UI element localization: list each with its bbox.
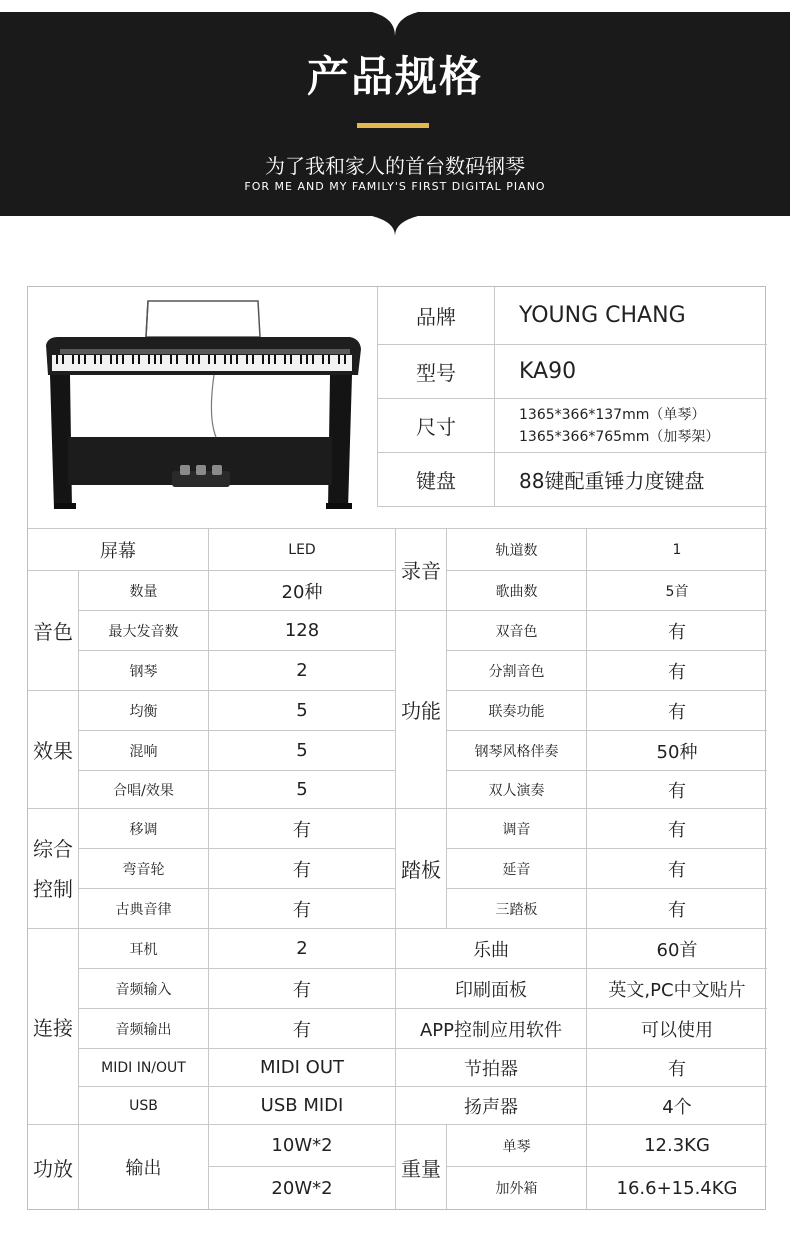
- polyphony-value: 128: [209, 611, 396, 651]
- temperament-value: 有: [209, 889, 396, 929]
- model-label: 型号: [377, 345, 495, 399]
- function-label: 功能: [396, 611, 447, 809]
- timbre-label: 音色: [28, 571, 79, 691]
- size-value: [495, 399, 767, 453]
- eq-label: 均衡: [79, 691, 209, 731]
- headphone-label: 耳机: [79, 929, 209, 969]
- record-tracks-value: 1: [587, 529, 767, 571]
- keyboard-label: 键盘: [377, 453, 495, 507]
- duet-label: 双人演奏: [447, 771, 587, 809]
- headphone-value: 2: [209, 929, 396, 969]
- brand-label: 品牌: [377, 287, 495, 345]
- size-label: 尺寸: [377, 399, 495, 453]
- brand-value: YOUNG CHANG: [495, 287, 767, 345]
- amp-output-label: 输出: [79, 1125, 209, 1209]
- pitch-bend-label: 弯音轮: [79, 849, 209, 889]
- sustain-value: 有: [587, 849, 767, 889]
- reverb-label: 混响: [79, 731, 209, 771]
- spec-table: [27, 286, 766, 1210]
- piano-timbre-label: 钢琴: [79, 651, 209, 691]
- amp-output-value-2: 20W*2: [209, 1167, 396, 1209]
- piano-timbre-value: 2: [209, 651, 396, 691]
- accent-divider: [357, 123, 429, 128]
- product-image: [28, 287, 377, 527]
- record-tracks-label: 轨道数: [447, 529, 587, 571]
- control-label-line-1: 综合: [33, 836, 73, 861]
- audio-in-value: 有: [209, 969, 396, 1009]
- duet-value: 有: [587, 771, 767, 809]
- size-value-line-2: 1365*366*765mm（加琴架）: [519, 428, 720, 445]
- amp-output-value-1: 10W*2: [209, 1125, 396, 1167]
- eq-value: 5: [209, 691, 396, 731]
- transpose-value: 有: [209, 809, 396, 849]
- screen-value: LED: [209, 529, 396, 571]
- audio-out-value: 有: [209, 1009, 396, 1049]
- page-subtitle-en: FOR ME AND MY FAMILY'S FIRST DIGITAL PIANO: [244, 180, 546, 193]
- record-songs-label: 歌曲数: [447, 571, 587, 611]
- banner-background: [0, 0, 790, 236]
- chorus-label: 合唱/效果: [79, 771, 209, 809]
- audio-in-label: 音频输入: [79, 969, 209, 1009]
- midi-label: MIDI IN/OUT: [79, 1049, 209, 1087]
- three-pedal-value: 有: [587, 889, 767, 929]
- songs-value: 60首: [587, 929, 767, 969]
- record-label: 录音: [396, 529, 447, 611]
- metronome-label: 节拍器: [396, 1049, 587, 1087]
- control-label: [28, 809, 79, 929]
- effect-label: 效果: [28, 691, 79, 809]
- split-voice-value: 有: [587, 651, 767, 691]
- amp-label: 功放: [28, 1125, 79, 1209]
- weight-single-label: 单琴: [447, 1125, 587, 1167]
- polyphony-label: 最大发音数: [79, 611, 209, 651]
- pedal-label: 踏板: [396, 809, 447, 929]
- speaker-value: 4个: [587, 1087, 767, 1125]
- screen-label: 屏幕: [28, 529, 209, 571]
- page-subtitle: 为了我和家人的首台数码钢琴: [265, 154, 525, 178]
- piano-style-value: 50种: [587, 731, 767, 771]
- usb-label: USB: [79, 1087, 209, 1125]
- piano-style-label: 钢琴风格伴奏: [447, 731, 587, 771]
- timbre-count-label: 数量: [79, 571, 209, 611]
- model-value: KA90: [495, 345, 767, 399]
- audio-out-label: 音频输出: [79, 1009, 209, 1049]
- split-voice-label: 分割音色: [447, 651, 587, 691]
- chorus-value: 5: [209, 771, 396, 809]
- weight-single-value: 12.3KG: [587, 1125, 767, 1167]
- keyboard-value: 88键配重锤力度键盘: [495, 453, 767, 507]
- control-label-line-2: 控制: [33, 876, 73, 901]
- spacer-row: [28, 507, 767, 529]
- size-value-line-1: 1365*366*137mm（单琴）: [519, 406, 706, 423]
- reverb-value: 5: [209, 731, 396, 771]
- soft-pedal-label: 调音: [447, 809, 587, 849]
- digital-piano-icon: [28, 287, 377, 527]
- page-title: 产品规格: [306, 52, 483, 101]
- temperament-label: 古典音律: [79, 889, 209, 929]
- metronome-value: 有: [587, 1049, 767, 1087]
- transpose-label: 移调: [79, 809, 209, 849]
- soft-pedal-value: 有: [587, 809, 767, 849]
- app-value: 可以使用: [587, 1009, 767, 1049]
- speaker-label: 扬声器: [396, 1087, 587, 1125]
- dual-voice-label: 双音色: [447, 611, 587, 651]
- weight-label: 重量: [396, 1125, 447, 1209]
- three-pedal-label: 三踏板: [447, 889, 587, 929]
- panel-value: 英文,PC中文贴片: [587, 969, 767, 1009]
- app-label: APP控制应用软件: [396, 1009, 587, 1049]
- usb-value: USB MIDI: [209, 1087, 396, 1125]
- timbre-count-value: 20种: [209, 571, 396, 611]
- songs-label: 乐曲: [396, 929, 587, 969]
- panel-label: 印刷面板: [396, 969, 587, 1009]
- dual-voice-value: 有: [587, 611, 767, 651]
- midi-value: MIDI OUT: [209, 1049, 396, 1087]
- header-banner: [0, 0, 790, 236]
- weight-box-value: 16.6+15.4KG: [616, 1177, 738, 1199]
- connect-label: 连接: [28, 929, 79, 1125]
- layer-value: 有: [587, 691, 767, 731]
- record-songs-value: 5首: [587, 571, 767, 611]
- sustain-label: 延音: [447, 849, 587, 889]
- layer-label: 联奏功能: [447, 691, 587, 731]
- pitch-bend-value: 有: [209, 849, 396, 889]
- weight-box-label: 加外箱: [447, 1167, 587, 1209]
